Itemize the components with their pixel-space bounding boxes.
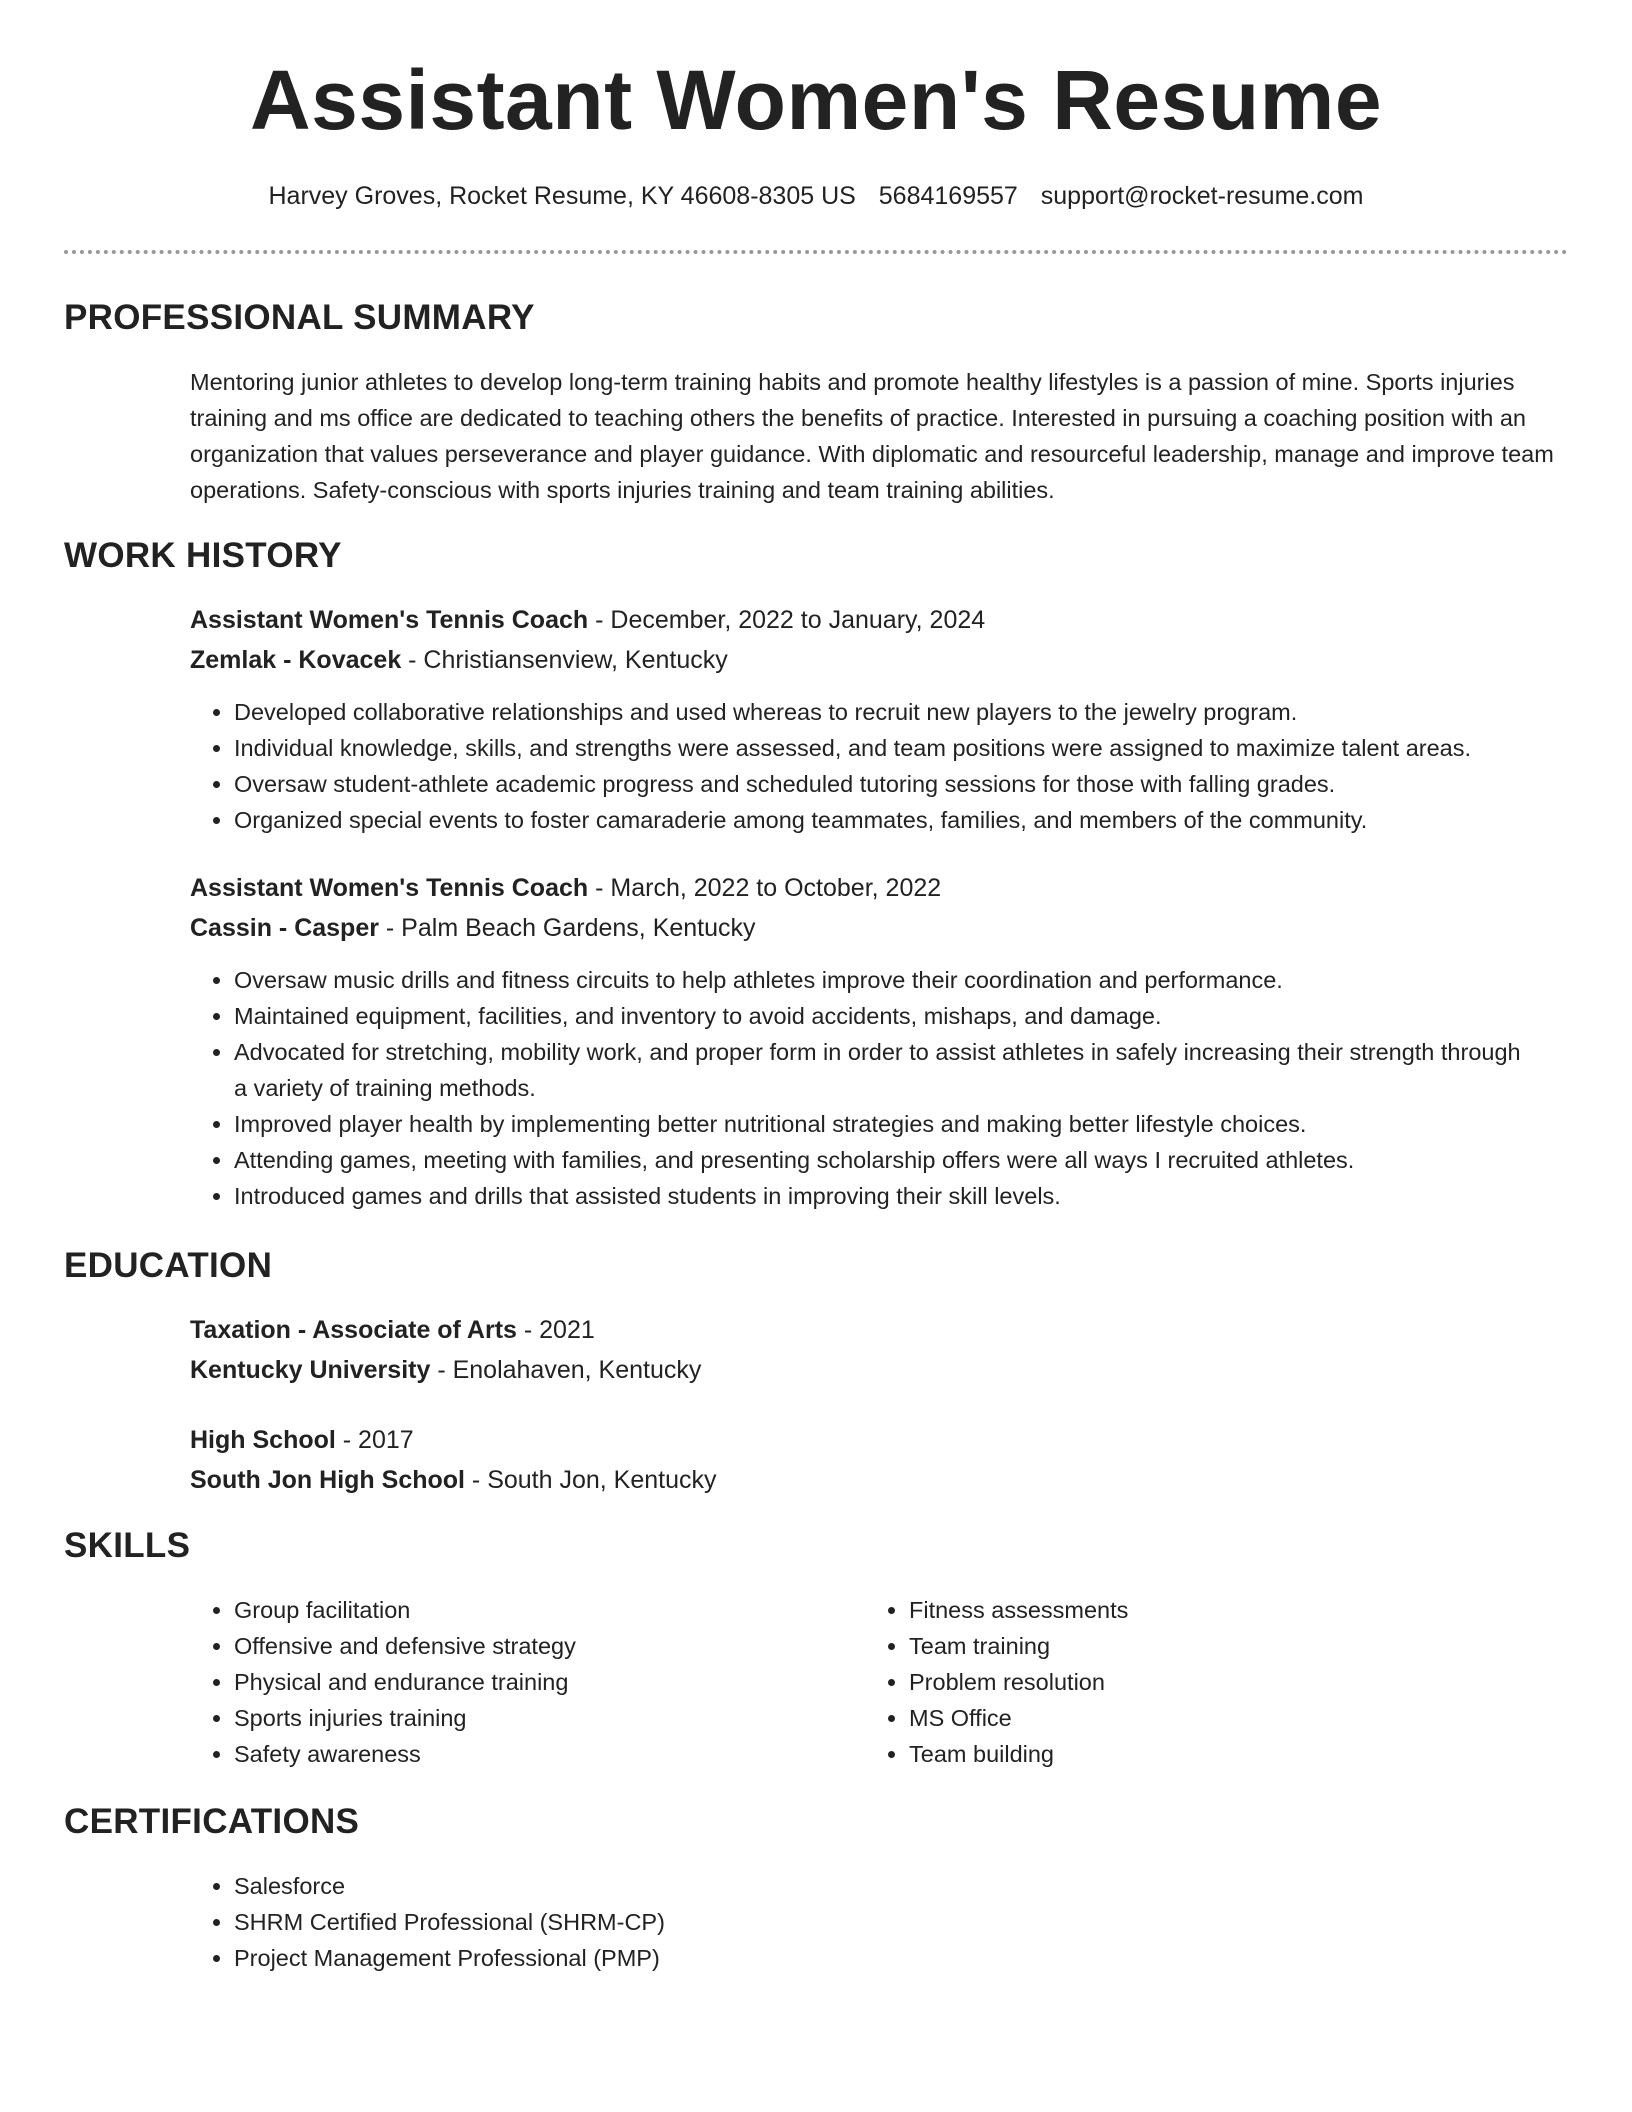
skill-item: • Fitness assessments <box>909 1592 1128 1628</box>
job-entry <box>190 600 1568 838</box>
skill-item: • MS Office <box>909 1700 1128 1736</box>
job-role: Assistant Women's Tennis Coach <box>190 606 589 634</box>
job-bullet: • Organized special events to foster camaraderie among teammates, families, and members of the community. <box>234 802 1568 838</box>
skills-list <box>190 1592 1568 1782</box>
skill-item: • Sports injuries training <box>234 1700 576 1736</box>
summary-text: Mentoring junior athletes to develop long-term training habits and promote healthy lifestyles is a passion of mine. Sports injuries training and ms office are dedicated to teaching others the benefits of practice. Interested in pursuing a coaching position with an organization that values perseverance and player guidance. With diplomatic and resourceful leadership, manage and improve team operations. Safety-conscious with sports injuries training and team training abilities. <box>190 369 1554 503</box>
skill-item: • Group facilitation <box>234 1592 576 1628</box>
degree-year: - 2017 <box>335 1426 414 1454</box>
job-bullet: • Oversaw student-athlete academic progress and scheduled tutoring sessions for those with falling grades. <box>234 766 1568 802</box>
contact-line <box>64 182 1568 211</box>
school: South Jon High School <box>190 1466 465 1494</box>
summary-heading: PROFESSIONAL SUMMARY <box>64 298 535 337</box>
certifications-heading: CERTIFICATIONS <box>64 1802 360 1841</box>
skill-item: • Offensive and defensive strategy <box>234 1628 576 1664</box>
certification-item: • SHRM Certified Professional (SHRM-CP) <box>234 1904 1568 1940</box>
job-bullet: • Maintained equipment, facilities, and inventory to avoid accidents, mishaps, and damage. <box>234 998 1538 1034</box>
job-bullets <box>190 694 1568 838</box>
job-bullet: • Advocated for stretching, mobility work, and proper form in order to assist athletes in safely increasing their strength through a variety of training methods. <box>234 1034 1538 1106</box>
skill-item: • Problem resolution <box>909 1664 1128 1700</box>
job-company: Cassin - Casper <box>190 914 379 942</box>
degree-line <box>190 1420 1568 1460</box>
job-company: Zemlak - Kovacek <box>190 646 402 674</box>
job-company-line <box>190 908 1568 948</box>
resume-title: Assistant Women's Resume <box>249 53 1383 147</box>
school-line <box>190 1460 1568 1500</box>
school-location: - Enolahaven, Kentucky <box>430 1356 702 1384</box>
skill-item: • Safety awareness <box>234 1736 576 1772</box>
degree-year: - 2021 <box>516 1316 595 1344</box>
contact-phone: 5684169557 <box>878 182 1018 210</box>
job-title-line <box>190 868 1568 908</box>
school-location: - South Jon, Kentucky <box>464 1466 717 1494</box>
job-entry <box>190 868 1568 1214</box>
contact-address: Harvey Groves, Rocket Resume, KY 46608-8305 US <box>268 182 856 210</box>
certification-item: • Project Management Professional (PMP) <box>234 1940 1568 1976</box>
job-role: Assistant Women's Tennis Coach <box>190 874 589 902</box>
job-bullet: • Attending games, meeting with families, and presenting scholarship offers were all ways I recruited athletes. <box>234 1142 1538 1178</box>
degree-line <box>190 1310 1568 1350</box>
skill-item: • Team building <box>909 1736 1128 1772</box>
job-dates: - December, 2022 to January, 2024 <box>588 606 986 634</box>
contact-email: support@rocket-resume.com <box>1040 182 1364 210</box>
job-bullet: • Introduced games and drills that assisted students in improving their skill levels. <box>234 1178 1538 1214</box>
degree: Taxation - Associate of Arts <box>190 1316 517 1344</box>
skill-item: • Physical and endurance training <box>234 1664 576 1700</box>
job-bullet: • Improved player health by implementing better nutritional strategies and making better lifestyle choices. <box>234 1106 1538 1142</box>
work-history-heading: WORK HISTORY <box>64 536 342 575</box>
certification-item: • Salesforce <box>234 1868 1568 1904</box>
certifications-items <box>190 1868 1568 1976</box>
job-bullet: • Developed collaborative relationships and used whereas to recruit new players to the jewelry program. <box>234 694 1568 730</box>
degree: High School <box>190 1426 336 1454</box>
skills-column-left <box>190 1592 576 1772</box>
school: Kentucky University <box>190 1356 431 1384</box>
job-location: - Christiansenview, Kentucky <box>401 646 728 674</box>
school-line <box>190 1350 1568 1390</box>
skills-heading: SKILLS <box>64 1526 191 1565</box>
job-bullet: • Individual knowledge, skills, and strengths were assessed, and team positions were assigned to maximize talent areas. <box>234 730 1568 766</box>
education-heading: EDUCATION <box>64 1246 273 1285</box>
job-company-line <box>190 640 1568 680</box>
job-location: - Palm Beach Gardens, Kentucky <box>378 914 756 942</box>
skill-item: • Team training <box>909 1628 1128 1664</box>
job-title-line <box>190 600 1568 640</box>
job-bullet: • Oversaw music drills and fitness circuits to help athletes improve their coordination and performance. <box>234 962 1538 998</box>
job-dates: - March, 2022 to October, 2022 <box>588 874 942 902</box>
education-entry <box>190 1310 1568 1390</box>
certifications-list <box>190 1868 1568 1976</box>
job-bullets <box>190 962 1568 1214</box>
header-divider <box>64 250 1568 254</box>
education-entry <box>190 1420 1568 1500</box>
skills-column-right <box>865 1592 1128 1772</box>
